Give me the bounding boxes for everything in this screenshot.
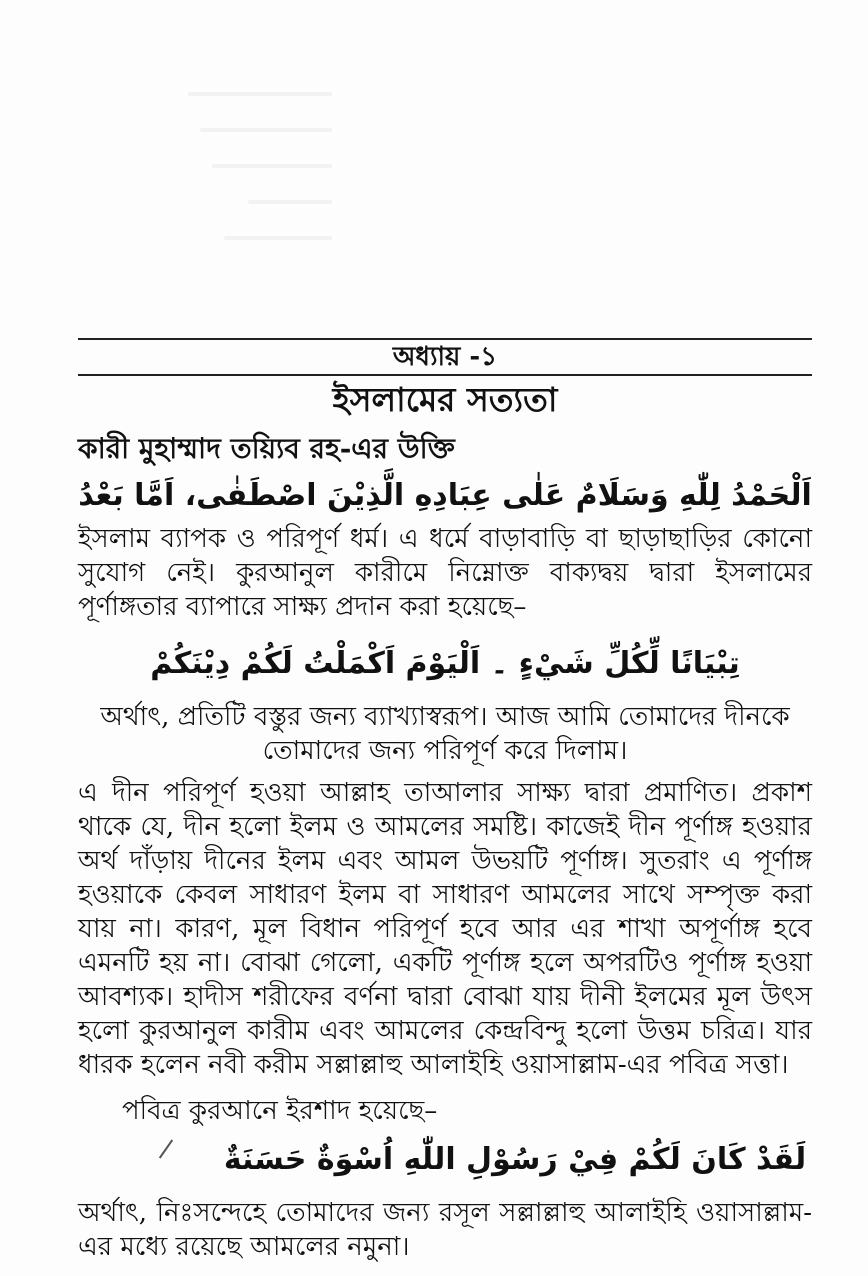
arabic-verse-pair: تِبْيَانًا لِّكُلِّ شَيْءٍ ۔ اَلْيَوْمَ اَكْمَلْتُ لَكُمْ دِيْنَكُمْ: [150, 646, 740, 681]
translation-paragraph-1: অর্থাৎ, প্রতিটি বস্তুর জন্য ব্যাখ্যাস্বরূপ। আজ আমি তোমাদের দীনকে তোমাদের জন্য পরিপূর্ণ করে দিলাম।: [100, 702, 790, 766]
arabic-verse-uswa: لَقَدْ كَانَ لَكُمْ فِيْ رَسُوْلِ اللّٰهِ اُسْوَةٌ حَسَنَةٌ: [223, 1142, 807, 1177]
show-through-text: [92, 92, 332, 332]
body-paragraph: এ দীন পরিপূর্ণ হওয়া আল্লাহ তাআলার সাক্ষ্য দ্বারা প্রমাণিত। প্রকাশ থাকে যে, দীন হলো ইলম ও আমলের সমষ্টি। কাজেই দীন পূর্ণাঙ্গ হওয়ার অর্থ দাঁড়ায় দীনের ইলম এবং আমল উভয়টি পূর্ণাঙ্গ। সুতরাং এ পূর্ণাঙ্গ হওয়াকে কেবল সাধারণ ইলম বা সাধারণ আমলের সাথে সম্পৃক্ত করা যায় না। কারণ, মূল বিধান পরিপূর্ণ হবে আর এর শাখা অপূর্ণাঙ্গ হবে এমনটি হয় না। বোঝা গেলো, একটি পূর্ণাঙ্গ হলে অপরটিও পূর্ণাঙ্গ হওয়া আবশ্যক। হাদীস শরীফের বর্ণনা দ্বারা বোঝা যায় দীনী ইলমের মূল উৎস হলো কুরআনুল কারীম এবং আমলের কেন্দ্রবিন্দু হলো উত্তম চরিত্র। যার ধারক হলেন নবী করীম সল্লাল্লাহু আলাইহি ওয়াসাল্লাম-এর পবিত্র সত্তা।: [78, 778, 812, 1080]
translation-paragraph-2: অর্থাৎ, নিঃসন্দেহে তোমাদের জন্য রসূল সল্লাল্লাহু আলাইহি ওয়াসাল্লাম-এর মধ্যে রয়েছে আমলের নমুনা।: [78, 1198, 812, 1262]
arabic-opening: اَلْحَمْدُ لِلّٰهِ وَسَلَامٌ عَلٰى عِبَادِهِ الَّذِيْنَ اصْطَفٰى، اَمَّا بَعْدُ: [78, 478, 812, 513]
chapter-rule-top: [78, 338, 812, 340]
chapter-title: ইসলামের সত্যতা: [332, 380, 558, 419]
chapter-rule-bottom: [78, 374, 812, 376]
section-heading: কারী মুহাম্মাদ তয়্যিব রহ-এর উক্তি: [78, 432, 455, 465]
intro-paragraph: ইসলাম ব্যাপক ও পরিপূর্ণ ধর্ম। এ ধর্মে বাড়াবাড়ি বা ছাড়াছাড়ির কোনো সুযোগ নেই। কুরআনুল কারীমে নিম্নোক্ত বাক্যদ্বয় দ্বারা ইসলামের পূর্ণাঙ্গতার ব্যাপারে সাক্ষ্য প্রদান করা হয়েছে–: [78, 524, 812, 622]
quran-intro-line: পবিত্র কুরআনে ইরশাদ হয়েছে–: [122, 1096, 438, 1126]
chapter-label: অধ্যায় -১: [392, 342, 498, 372]
